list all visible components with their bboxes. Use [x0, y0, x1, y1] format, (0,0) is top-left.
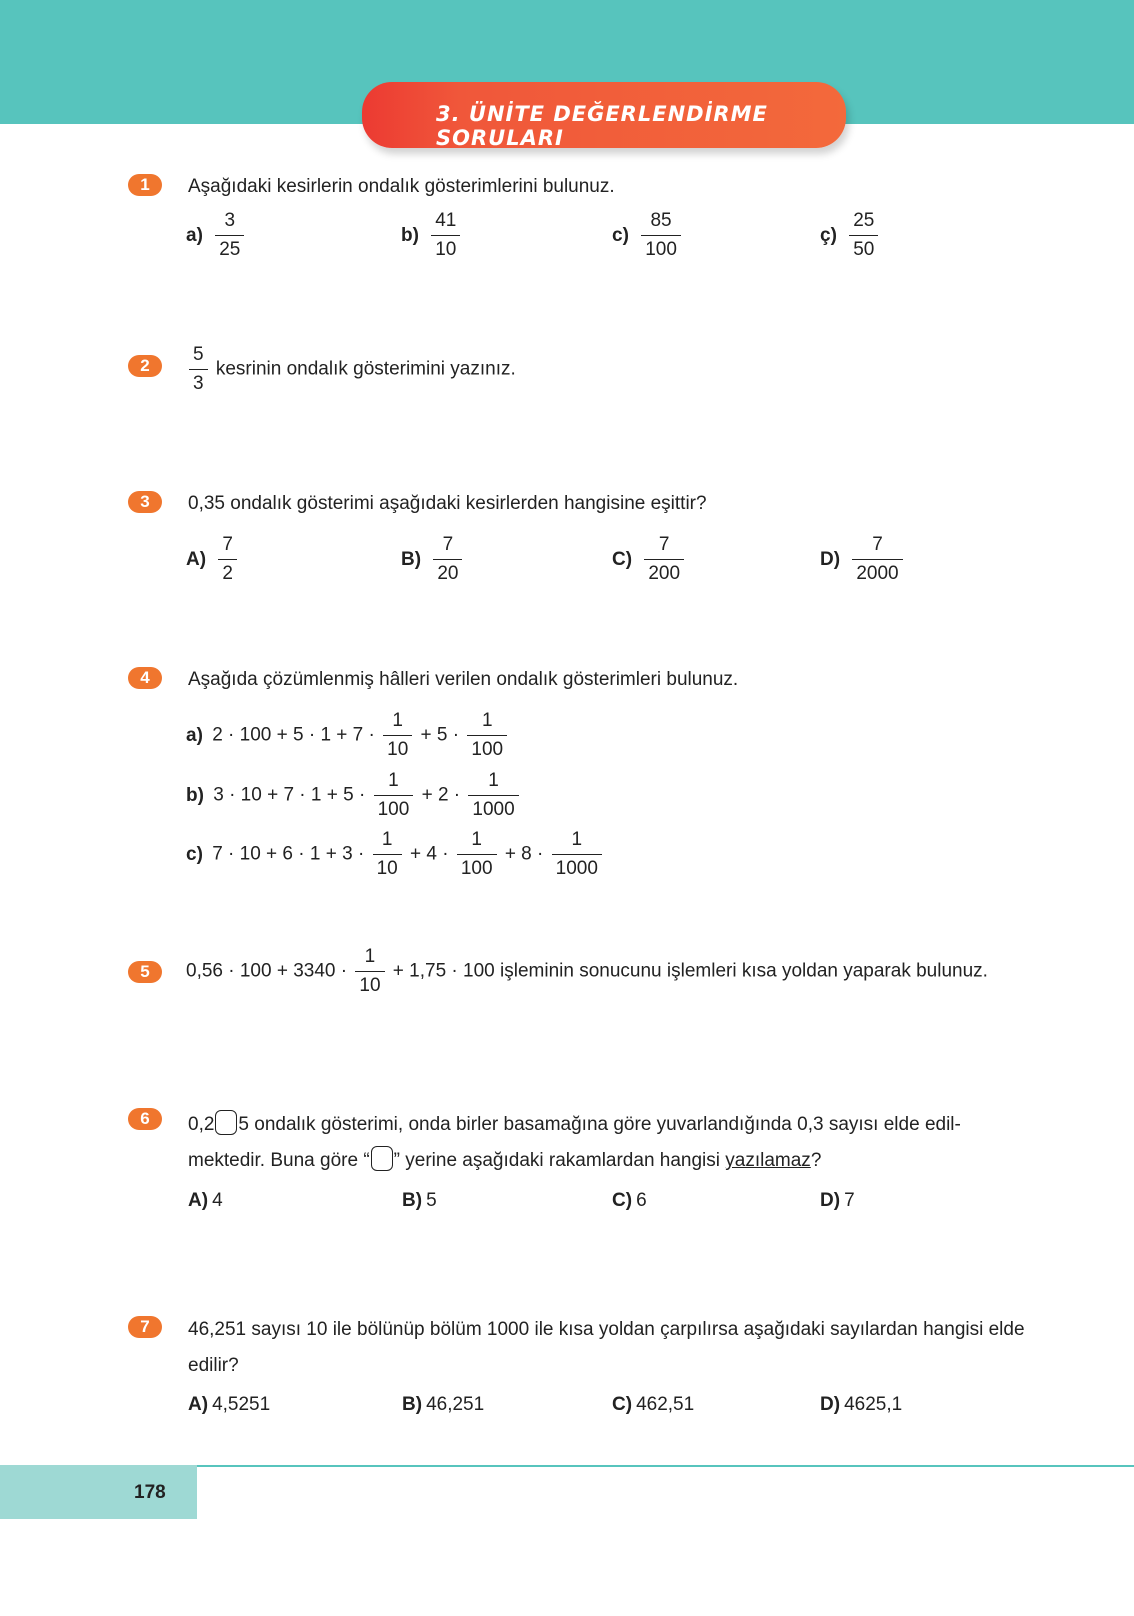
question-text: [186, 344, 516, 395]
denominator: 10: [373, 854, 402, 880]
denominator: 25: [215, 235, 244, 261]
fraction: [218, 534, 237, 585]
expression-c: [186, 829, 605, 880]
numerator: 1: [481, 710, 493, 731]
option-c[interactable]: [612, 534, 687, 585]
option-c: [612, 210, 684, 261]
question-number-badge: 5: [128, 961, 162, 983]
option-label: B): [401, 548, 422, 570]
option-d[interactable]: [820, 1394, 902, 1416]
denominator: 2000: [852, 559, 902, 585]
numerator: 7: [222, 534, 233, 555]
fraction: [189, 344, 208, 395]
question-number-badge: 7: [128, 1316, 162, 1338]
text-part: 5 ondalık gösterimi, onda birler basamağına göre yuvarlandığında 0,3 sayısı elde edil-: [238, 1114, 961, 1135]
blank-digit-box: [215, 1110, 237, 1135]
option-label: b): [186, 784, 204, 806]
numerator: 1: [571, 829, 583, 850]
denominator: 10: [383, 735, 412, 761]
question-text: Aşağıda çözümlenmiş hâlleri verilen ondalık gösterimleri bulunuz.: [188, 669, 739, 690]
expression-part: 2 · 100 + 5 · 1 + 7 ·: [212, 724, 375, 746]
option-value: 5: [426, 1190, 437, 1211]
option-label: B): [402, 1394, 423, 1415]
option-value: 7: [844, 1190, 855, 1211]
denominator: 3: [189, 369, 208, 395]
expression-part: 7 · 10 + 6 · 1 + 3 ·: [212, 843, 365, 865]
option-value: 4625,1: [844, 1394, 903, 1415]
question-text: 46,251 sayısı 10 ile bölünüp bölüm 1000 ile kısa yoldan çarpılırsa aşağıdaki sayılardan hangisi elde edilir?: [188, 1319, 1025, 1376]
numerator: 1: [392, 710, 403, 731]
option-value: 462,51: [636, 1394, 695, 1415]
option-value: 6: [636, 1190, 647, 1211]
fraction: [431, 210, 460, 261]
question-number-badge: 2: [128, 355, 162, 377]
option-value: 4,5251: [212, 1394, 271, 1415]
question-text-line-1: [188, 1110, 961, 1136]
option-label: A): [186, 548, 207, 570]
denominator: 100: [374, 795, 414, 821]
fraction: [373, 829, 402, 880]
option-label: ç): [820, 224, 837, 246]
expression-b: [186, 770, 522, 821]
fraction: [467, 710, 507, 761]
option-b[interactable]: [402, 1190, 437, 1212]
fraction: [644, 534, 684, 585]
option-label: C): [612, 548, 633, 570]
option-label: C): [612, 1190, 633, 1211]
option-d[interactable]: [820, 1190, 855, 1212]
option-label: A): [188, 1190, 209, 1211]
question-text: [186, 946, 988, 997]
fraction: [374, 770, 414, 821]
numerator: 7: [658, 534, 670, 555]
expression-part: + 1,75 · 100 işleminin sonucunu işlemleri kısa yoldan yaparak bulunuz.: [392, 960, 988, 982]
denominator: 10: [355, 971, 384, 997]
denominator: 200: [644, 559, 684, 585]
numerator: 41: [435, 210, 457, 231]
option-label: D): [820, 548, 841, 570]
expression-part: + 2 ·: [421, 784, 461, 806]
option-d[interactable]: [820, 534, 906, 585]
option-b: [401, 210, 463, 261]
option-b[interactable]: [402, 1394, 484, 1416]
text-part: ” yerine aşağıdaki rakamlardan hangisi: [393, 1150, 726, 1171]
option-label: c): [612, 224, 629, 246]
denominator: 100: [457, 854, 497, 880]
denominator: 1000: [468, 795, 518, 821]
option-value: 4: [212, 1190, 223, 1211]
denominator: 20: [433, 559, 462, 585]
option-label: a): [186, 224, 203, 246]
denominator: 100: [641, 235, 681, 261]
numerator: 1: [471, 829, 482, 850]
option-c[interactable]: [612, 1394, 694, 1416]
denominator: 2: [218, 559, 237, 585]
fraction: [849, 210, 878, 261]
option-label: b): [401, 224, 419, 246]
numerator: 1: [388, 770, 399, 791]
text-part: 0,2: [188, 1114, 215, 1135]
fraction: [355, 946, 384, 997]
option-label: C): [612, 1394, 633, 1415]
expression-a: [186, 710, 510, 761]
option-a[interactable]: [186, 534, 240, 585]
denominator: 100: [467, 735, 507, 761]
option-a: [186, 210, 247, 261]
question-number-badge: 3: [128, 491, 162, 513]
option-label: D): [820, 1394, 841, 1415]
expression-part: + 8 ·: [504, 843, 544, 865]
option-value: 46,251: [426, 1394, 485, 1415]
fraction: [215, 210, 244, 261]
denominator: 50: [849, 235, 878, 261]
question-text: Aşağıdaki kesirlerin ondalık gösterimlerini bulunuz.: [188, 176, 615, 197]
page-number: 178: [134, 1482, 166, 1503]
page-number-box: [0, 1465, 197, 1519]
option-label: a): [186, 724, 203, 746]
fraction: [552, 829, 602, 880]
text-part: mektedir. Buna göre “: [188, 1150, 370, 1171]
question-text-tail: kesrinin ondalık gösterimini yazınız.: [215, 358, 516, 380]
numerator: 1: [488, 770, 499, 791]
numerator: 1: [364, 946, 376, 967]
fraction: [383, 710, 412, 761]
option-b[interactable]: [401, 534, 465, 585]
option-c[interactable]: [612, 1190, 647, 1212]
fraction: [433, 534, 462, 585]
expression-part: 3 · 10 + 7 · 1 + 5 ·: [213, 784, 366, 806]
expression-part: + 5 ·: [420, 724, 460, 746]
option-label: A): [188, 1394, 209, 1415]
fraction: [641, 210, 681, 261]
numerator: 1: [381, 829, 393, 850]
question-text: 0,35 ondalık gösterimi aşağıdaki kesirlerden hangisine eşittir?: [188, 493, 707, 514]
question-text-line-2: [188, 1146, 821, 1172]
question-number-badge: 4: [128, 667, 162, 689]
fraction: [457, 829, 497, 880]
expression-part: + 4 ·: [409, 843, 449, 865]
question-number-badge: 1: [128, 174, 162, 196]
blank-digit-box: [371, 1146, 393, 1171]
option-label: c): [186, 843, 203, 865]
expression-part: 0,56 · 100 + 3340 ·: [186, 960, 348, 982]
emphasized-word: yazılamaz: [725, 1150, 811, 1171]
option-label: B): [402, 1190, 423, 1211]
denominator: 10: [431, 235, 460, 261]
numerator: 7: [872, 534, 883, 555]
numerator: 85: [650, 210, 672, 231]
numerator: 3: [224, 210, 236, 231]
page-title: 3. ÜNİTE DEĞERLENDİRME SORULARI: [436, 102, 768, 150]
numerator: 7: [442, 534, 454, 555]
question-number-badge: 6: [128, 1108, 162, 1130]
denominator: 1000: [552, 854, 602, 880]
fraction: [852, 534, 902, 585]
option-label: D): [820, 1190, 841, 1211]
option-c-cedilla: [820, 210, 881, 261]
option-a[interactable]: [188, 1394, 270, 1416]
numerator: 25: [853, 210, 875, 231]
text-part: ?: [810, 1150, 822, 1171]
option-a[interactable]: [188, 1190, 223, 1212]
fraction: [468, 770, 518, 821]
numerator: 5: [193, 344, 204, 365]
